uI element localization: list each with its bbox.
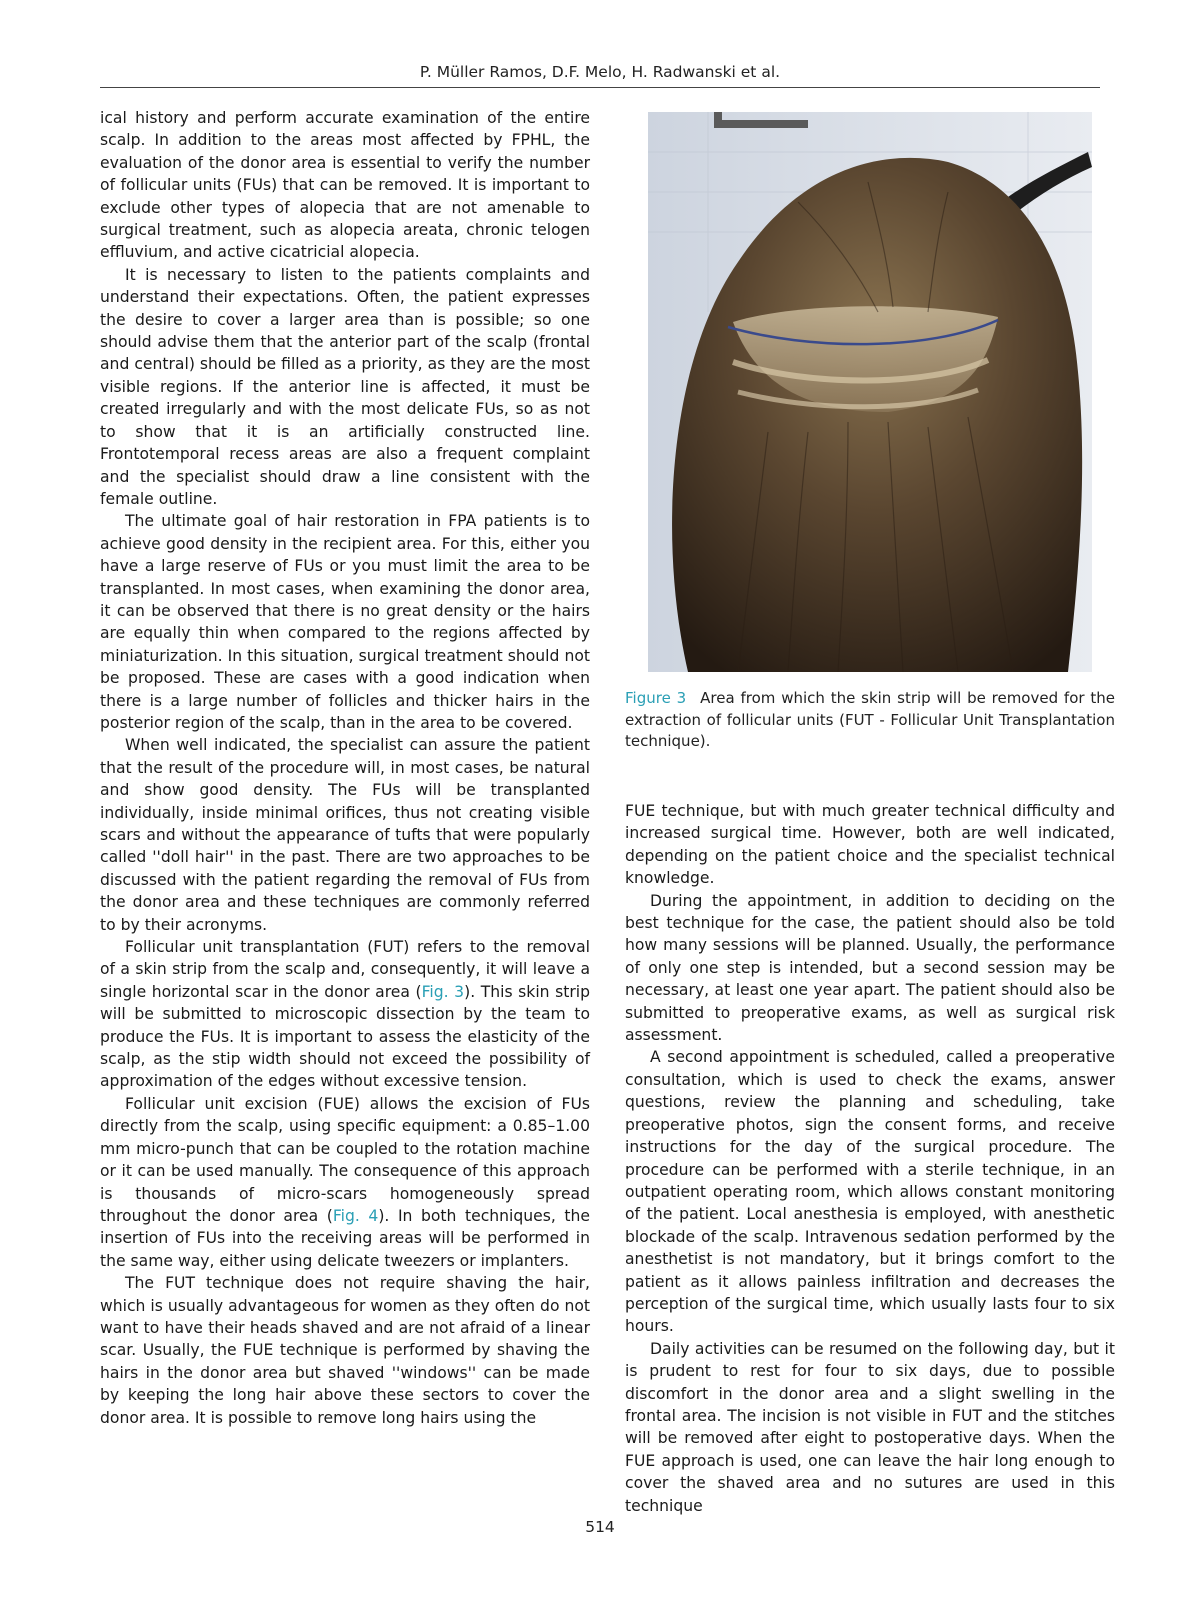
page-number: 514 <box>585 1518 615 1536</box>
paragraph <box>100 1093 590 1272</box>
header-rule <box>100 87 1100 88</box>
paragraph-text: ). In both techniques, the insertion of FUs into the receiving areas will be performed in the same way, either using delicate tweezers or implanters. <box>100 1206 590 1270</box>
left-column <box>100 107 590 1429</box>
paragraph: When well indicated, the specialist can assure the patient that the result of the procedure will, in most cases, be natural and show good density. The FUs will be transplanted individually, inside minimal orifices, thus not creating visible scars and without the appearance of tufts that were popularly called ''doll hair'' in the past. There are two approaches to be discussed with the patient regarding the removal of FUs from the donor area and these techniques are commonly referred to by their acronyms. <box>100 736 590 934</box>
paragraph: FUE technique, but with much greater technical difficulty and increased surgical time. However, both are well indicated, depending on the patient choice and the specialist technical knowledge. <box>625 802 1115 888</box>
paragraph-text: Follicular unit excision (FUE) allows the excision of FUs directly from the scalp, using specific equipment: a 0.85–1.00 mm micro-punch that can be coupled to the rotation machine or it can be used manually. The consequence of this approach is thousands of micro-scars homogeneously spread throughout the donor area ( <box>100 1094 590 1225</box>
right-column <box>625 800 1115 1517</box>
caption-text: Area from which the skin strip will be removed for the extraction of follicular units (FUT - Follicular Unit Transplantation technique). <box>625 689 1115 750</box>
running-head: P. Müller Ramos, D.F. Melo, H. Radwanski et al. <box>419 63 781 81</box>
paragraph: It is necessary to listen to the patients complaints and understand their expectations. Often, the patient expresses the desire to cover a larger area than is possible; so one should advise them that the anterior part of the scalp (frontal and central) should be filled as a priority, as they are the most visible regions. If the anterior line is affected, it must be created irregularly and with the most delicate FUs, so as not to show that it is an artificially constructed line. Frontotemporal recess areas are also a frequent complaint and the specialist should draw a line consistent with the female outline. <box>100 265 590 508</box>
figure-3-caption <box>625 688 1115 753</box>
figure-3-photo <box>648 112 1092 672</box>
figure-label: Figure 3 <box>625 689 687 707</box>
paragraph-text: Follicular unit transplantation (FUT) refers to the removal of a skin strip from the scalp and, consequently, it will leave a single horizontal scar in the donor area ( <box>100 938 590 1001</box>
figure-4-link[interactable]: Fig. 4 <box>332 1206 379 1225</box>
paragraph-text: ). This skin strip will be submitted to microscopic dissection by the team to produce the FUs. It is important to assess the elasticity of the scalp, as the stip width should not exceed the possibility of approximation of the edges without excessive tension. <box>100 982 590 1091</box>
paragraph: A second appointment is scheduled, called a preoperative consultation, which is used to check the exams, answer questions, review the planning and scheduling, take preoperative photos, sign the consent forms, and receive instructions for the day of the surgical procedure. The procedure can be performed with a sterile technique, in an outpatient operating room, which allows constant monitoring of the patient. Local anesthesia is employed, with anesthetic blockade of the scalp. Intravenous sedation performed by the anesthetist is not mandatory, but it brings comfort to the patient as it allows painless infiltration and decreases the perception of the surgical time, which usually lasts four to six hours. <box>625 1048 1115 1336</box>
paragraph: ical history and perform accurate examination of the entire scalp. In addition to the areas most affected by FPHL, the evaluation of the donor area is essential to verify the number of follicular units (FUs) that can be removed. It is important to exclude other types of alopecia that are not amenable to surgical treatment, such as alopecia areata, chronic telogen effluvium, and active cicatricial alopecia. <box>100 109 590 262</box>
paragraph <box>100 936 590 1093</box>
paragraph: During the appointment, in addition to deciding on the best technique for the case, the patient should also be told how many sessions will be planned. Usually, the performance of only one step is intended, but a second session may be necessary, at least one year apart. The patient should also be submitted to preoperative exams, as well as surgical risk assessment. <box>625 891 1115 1045</box>
figure-3-link[interactable]: Fig. 3 <box>421 982 465 1001</box>
paragraph: The FUT technique does not require shaving the hair, which is usually advantageous for women as they often do not want to have their heads shaved and are not afraid of a linear scar. Usually, the FUE technique is performed by shaving the hairs in the donor area but shaved ''windows'' can be made by keeping the long hair above these sectors to cover the donor area. It is possible to remove long hairs using the <box>100 1274 590 1427</box>
scalp-photo-illustration <box>648 112 1092 672</box>
paragraph: The ultimate goal of hair restoration in FPA patients is to achieve good density in the recipient area. For this, either you have a large reserve of FUs or you must limit the area to be transplanted. In most cases, when examining the donor area, it can be observed that there is no great density or the hairs are equally thin when compared to the regions affected by miniaturization. In this situation, surgical treatment should not be proposed. These are cases with a good indication when there is a large number of follicles and thicker hairs in the posterior region of the scalp, than in the area to be covered. <box>100 512 590 732</box>
paragraph: Daily activities can be resumed on the following day, but it is prudent to rest for four to six days, due to possible discomfort in the donor area and a slight swelling in the frontal area. The incision is not visible in FUT and the stitches will be removed after eight to postoperative days. When the FUE approach is used, one can leave the hair long enough to cover the shaved area and no sutures are used in this technique <box>625 1339 1115 1515</box>
